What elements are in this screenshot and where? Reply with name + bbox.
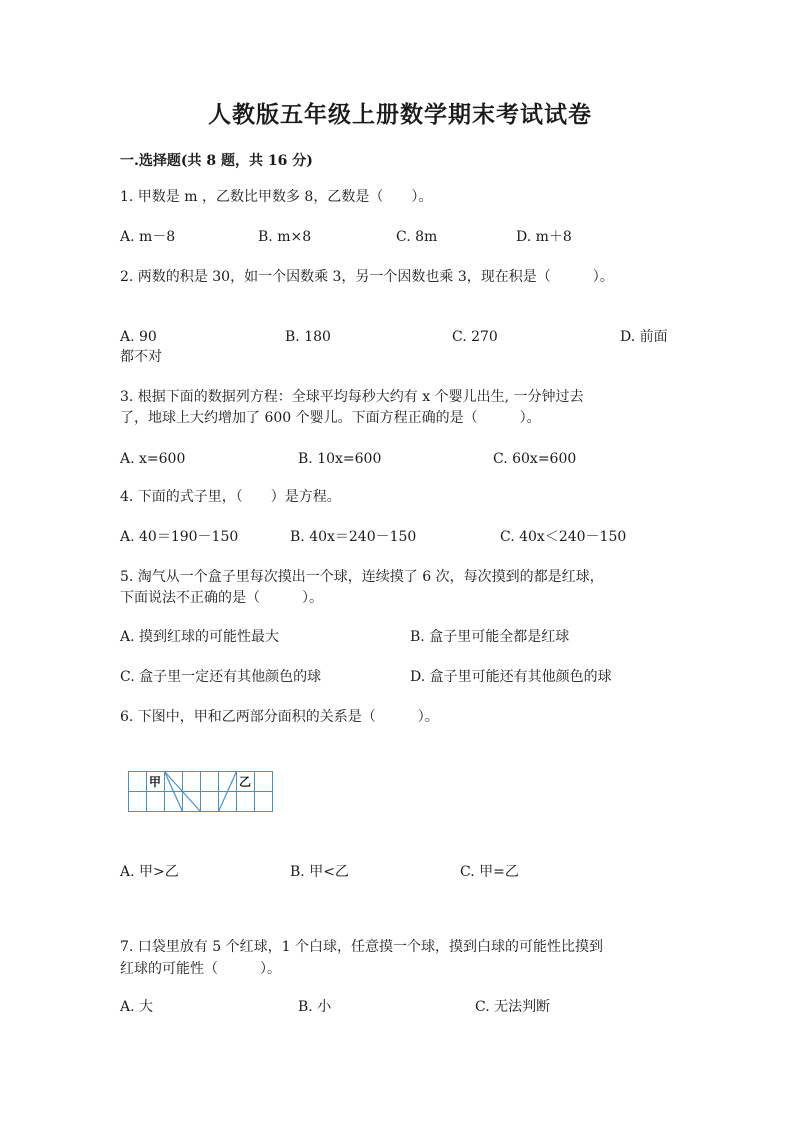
region-yi-label: 乙 [238,775,252,789]
question-4-option-a: A. 40＝190－150 [120,529,239,545]
question-6-option-a: A. 甲>乙 [120,864,179,880]
question-3-stem-line-1: 3. 根据下面的数据列方程：全球平均每秒大约有 x 个婴儿出生, 一分钟过去 [120,389,584,405]
question-6-option-c: C. 甲=乙 [460,864,519,880]
question-3-option-c: C. 60x=600 [493,451,577,467]
question-1-option-c: C. 8m [396,229,438,245]
question-2-option-a: A. 90 [120,329,157,345]
question-7-option-c: C. 无法判断 [475,999,551,1015]
question-2-option-c: C. 270 [452,329,498,345]
question-4-stem: 4. 下面的式子里，（ ）是方程。 [120,489,341,505]
question-1-option-d: D. m＋8 [516,229,572,245]
question-2-option-d: D. 前面 [620,329,668,345]
region-jia-label: 甲 [148,775,162,789]
page-title: 人教版五年级上册数学期末考试试卷 [208,101,592,128]
question-2-stem: 2. 两数的积是 30，如一个因数乘 3，另一个因数也乘 3，现在积是（ ）。 [120,269,614,285]
question-7-option-b: B. 小 [298,999,332,1015]
question-1-option-a: A. m－8 [120,229,176,245]
question-1-stem: 1. 甲数是 m ，乙数比甲数多 8，乙数是（ ）。 [120,189,433,205]
question-5-option-c: C. 盒子里一定还有其他颜色的球 [120,669,322,685]
section-heading: 一.选择题(共 8 题，共 16 分) [120,153,313,169]
question-7-stem-line-1: 7. 口袋里放有 5 个红球，1 个白球，任意摸一个球，摸到白球的可能性比摸到 [120,939,603,955]
question-7-option-a: A. 大 [120,999,154,1015]
question-7-stem-line-2: 红球的可能性（ ）。 [120,961,281,977]
question-5-option-d: D. 盒子里可能还有其他颜色的球 [410,669,612,685]
question-6-stem: 6. 下图中，甲和乙两部分面积的关系是（ ）。 [120,709,439,725]
question-4-option-c: C. 40x＜240－150 [500,529,627,545]
question-5-option-a: A. 摸到红球的可能性最大 [120,629,280,645]
question-5-stem-line-1: 5. 淘气从一个盒子里每次摸出一个球，连续摸了 6 次，每次摸到的都是红球， [120,569,604,585]
question-3-option-a: A. x=600 [120,451,186,467]
question-3-stem-line-2: 了，地球上大约增加了 600 个婴儿。下面方程正确的是（ ）。 [120,410,541,426]
question-6-option-b: B. 甲<乙 [290,864,349,880]
question-5-stem-line-2: 下面说法不正确的是（ ）。 [120,590,323,606]
question-2-option-b: B. 180 [285,329,331,345]
question-4-option-b: B. 40x＝240－150 [290,529,417,545]
question-1-option-b: B. m×8 [258,229,312,245]
area-grid-figure [128,771,278,815]
question-2-option-d-continued: 都不对 [120,349,162,365]
question-3-option-b: B. 10x=600 [298,451,382,467]
question-5-option-b: B. 盒子里可能全都是红球 [410,629,570,645]
